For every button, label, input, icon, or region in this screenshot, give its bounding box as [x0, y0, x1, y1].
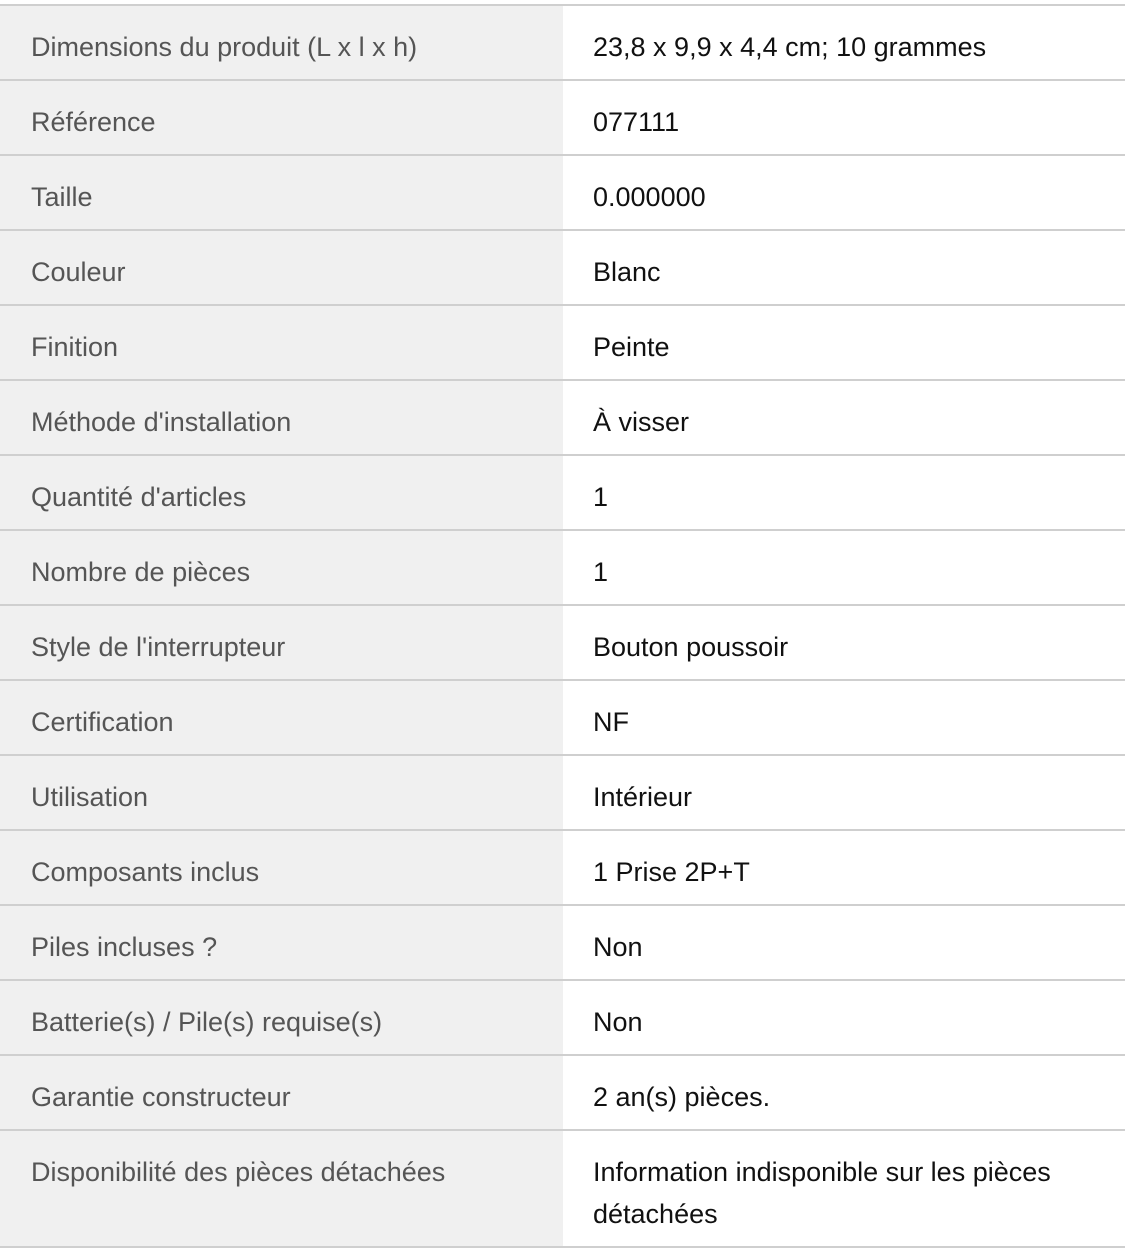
- spec-label: Composants inclus: [0, 830, 563, 905]
- spec-label: Garantie constructeur: [0, 1055, 563, 1130]
- spec-label: Style de l'interrupteur: [0, 605, 563, 680]
- spec-label: Utilisation: [0, 755, 563, 830]
- spec-value: Peinte: [563, 305, 1125, 380]
- spec-row-usage: [0, 755, 1125, 830]
- spec-row-batteries-required: [0, 980, 1125, 1055]
- spec-row-piece-count: [0, 530, 1125, 605]
- spec-value: 077111: [563, 80, 1125, 155]
- spec-label: Batterie(s) / Pile(s) requise(s): [0, 980, 563, 1055]
- spec-row-item-quantity: [0, 455, 1125, 530]
- spec-row-switch-style: [0, 605, 1125, 680]
- spec-row-installation-method: [0, 380, 1125, 455]
- spec-row-batteries-included: [0, 905, 1125, 980]
- spec-value: À visser: [563, 380, 1125, 455]
- spec-value: Intérieur: [563, 755, 1125, 830]
- spec-row-certification: [0, 680, 1125, 755]
- spec-value: Information indisponible sur les pièces détachées: [563, 1130, 1125, 1247]
- spec-value: Non: [563, 905, 1125, 980]
- spec-value: Bouton poussoir: [563, 605, 1125, 680]
- spec-value: Non: [563, 980, 1125, 1055]
- spec-label: Nombre de pièces: [0, 530, 563, 605]
- spec-label: Méthode d'installation: [0, 380, 563, 455]
- spec-row-finish: [0, 305, 1125, 380]
- spec-label: Quantité d'articles: [0, 455, 563, 530]
- spec-label: Couleur: [0, 230, 563, 305]
- spec-row-size: [0, 155, 1125, 230]
- spec-value: 23,8 x 9,9 x 4,4 cm; 10 grammes: [563, 5, 1125, 80]
- product-specifications-table: [0, 4, 1125, 1248]
- spec-value: 1 Prise 2P+T: [563, 830, 1125, 905]
- spec-value: 0.000000: [563, 155, 1125, 230]
- spec-row-spare-parts-availability: [0, 1130, 1125, 1247]
- spec-label: Dimensions du produit (L x l x h): [0, 5, 563, 80]
- spec-row-reference: [0, 80, 1125, 155]
- spec-value: Blanc: [563, 230, 1125, 305]
- spec-label: Disponibilité des pièces détachées: [0, 1130, 563, 1247]
- spec-row-color: [0, 230, 1125, 305]
- spec-label: Taille: [0, 155, 563, 230]
- spec-row-warranty: [0, 1055, 1125, 1130]
- spec-value: 1: [563, 530, 1125, 605]
- spec-row-dimensions: [0, 5, 1125, 80]
- spec-label: Certification: [0, 680, 563, 755]
- spec-label: Référence: [0, 80, 563, 155]
- spec-label: Finition: [0, 305, 563, 380]
- spec-label: Piles incluses ?: [0, 905, 563, 980]
- spec-value: 1: [563, 455, 1125, 530]
- spec-row-included-components: [0, 830, 1125, 905]
- spec-value: NF: [563, 680, 1125, 755]
- spec-value: 2 an(s) pièces.: [563, 1055, 1125, 1130]
